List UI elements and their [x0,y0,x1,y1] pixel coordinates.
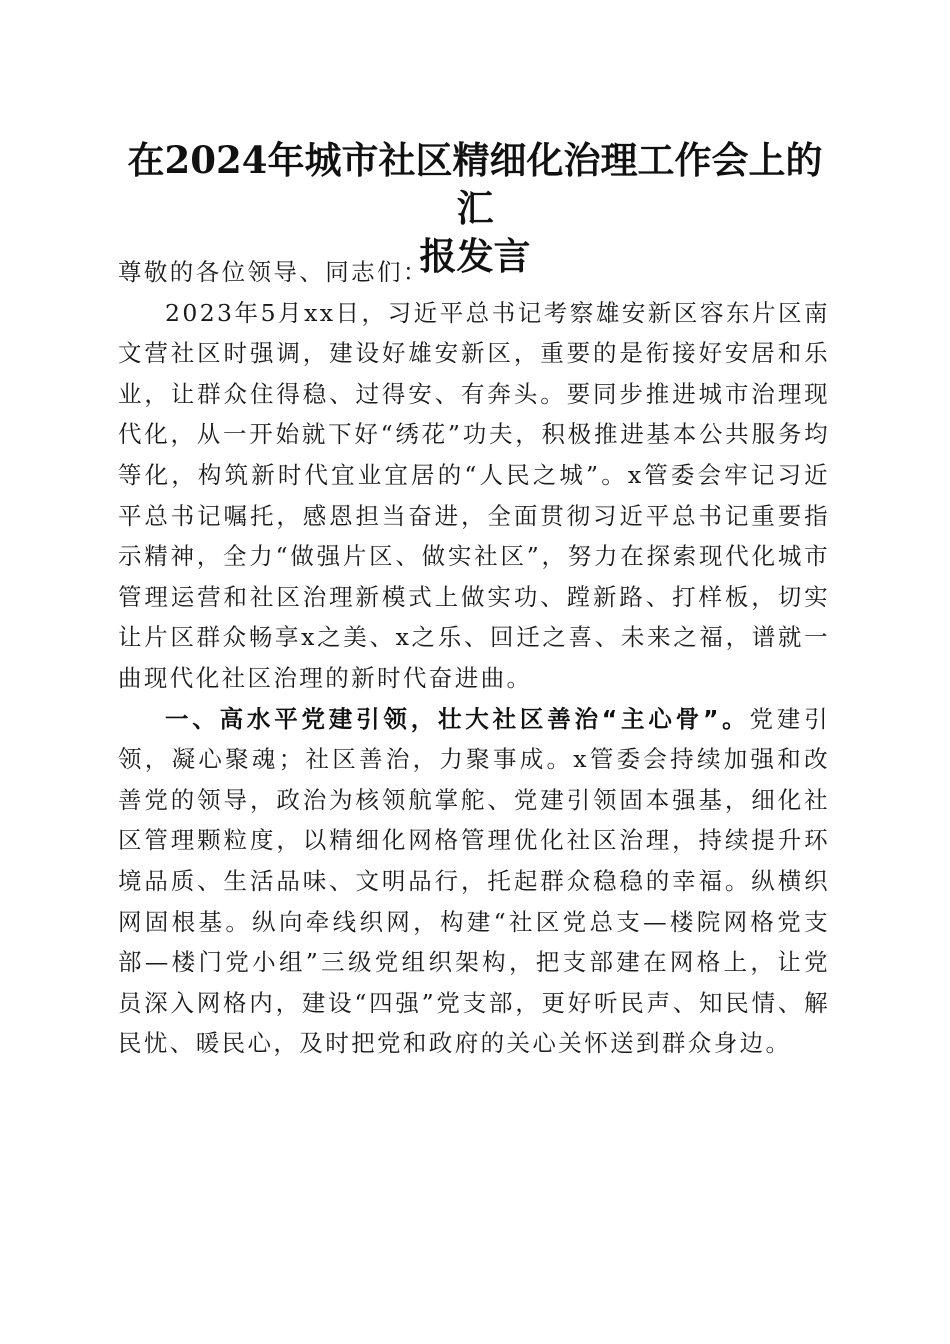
paragraph-intro: 2023年5月xx日，习近平总书记考察雄安新区容东片区南文营社区时强调，建设好雄安新区，重要的是衔接好安居和乐业，让群众住得稳、过得安、有奔头。要同步推进城市治理现代化，从一开始就下好“绣花”功夫，积极推进基本公共服务均等化，构筑新时代宜业宜居的“人民之城”。x管委会牢记习近平总书记嘱托，感恩担当奋进，全面贯彻习近平总书记重要指示精神，全力“做强片区、做实社区”，努力在探索现代化城市管理运营和社区治理新模式上做实功、蹚新路、打样板，切实让片区群众畅享x之美、x之乐、回迁之喜、未来之福，谱就一曲现代化社区治理的新时代奋进曲。 [118,298,830,692]
title-line-2: 报发言 [419,234,531,278]
title-line-1: 在2024年城市社区精细化治理工作会上的汇 [127,138,823,230]
section-1-heading: 一、高水平党建引领，壮大社区善治“主心骨”。 [165,704,750,733]
document-body [118,252,830,1064]
greeting: 尊敬的各位领导、同志们： [118,258,429,286]
section-1-body: 党建引领，凝心聚魂；社区善治，力聚事成。x管委会持续加强和改善党的领导，政治为核领航掌舵、党建引领固本强基，细化社区管理颗粒度，以精细化网格管理优化社区治理，持续提升环境品质、生活品味、文明品行，托起群众稳稳的幸福。纵横织网固根基。纵向牵线织网，构建“社区党总支—楼院网格党支部—楼门党小组”三级党组织架构，把支部建在网格上，让党员深入网格内，建设“四强”党支部，更好听民声、知民情、解民忧、暖民心，及时把党和政府的关心关怀送到群众身边。 [118,704,830,1058]
paragraph-section-1 [118,699,830,1064]
